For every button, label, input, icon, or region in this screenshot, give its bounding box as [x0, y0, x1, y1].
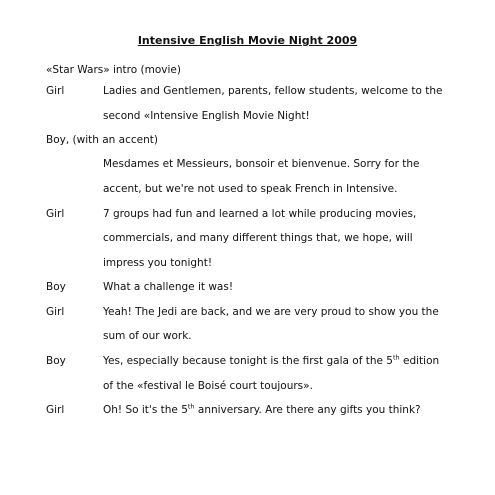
dialogue-line: Oh! So it's the 5th anniversary. Are there any gifts you think?	[103, 402, 421, 416]
dialogue-line: second «Intensive English Movie Night!	[103, 110, 310, 122]
speaker-label: Girl	[46, 208, 65, 220]
dialogue-line: commercials, and many different things that, we hope, will	[103, 232, 413, 244]
speaker-label: Boy	[46, 355, 66, 367]
speaker-label: Girl	[46, 404, 65, 416]
superscript: th	[392, 353, 400, 362]
intro-line: «Star Wars» intro (movie)	[46, 64, 181, 76]
superscript: th	[187, 402, 195, 411]
dialogue-line: Yes, especially because tonight is the first gala of the 5th edition	[103, 353, 440, 367]
document-title: Intensive English Movie Night 2009	[137, 34, 358, 47]
dialogue-line: impress you tonight!	[103, 257, 213, 269]
dialogue-line: 7 groups had fun and learned a lot while producing movies,	[103, 208, 417, 220]
dialogue-line: of the «festival le Boisé court toujours».	[103, 380, 313, 392]
dialogue-line: accent, but we're not used to speak French in Intensive.	[103, 183, 398, 195]
speaker-label: Boy	[46, 281, 66, 293]
speaker-label: Girl	[46, 85, 65, 97]
dialogue-line: Ladies and Gentlemen, parents, fellow students, welcome to the	[103, 85, 443, 97]
dialogue-line: Yeah! The Jedi are back, and we are very proud to show you the	[103, 306, 439, 318]
speaker-label: Girl	[46, 306, 65, 318]
dialogue-line: Mesdames et Messieurs, bonsoir et bienvenue. Sorry for the	[103, 158, 420, 170]
speaker-label: Boy, (with an accent)	[46, 134, 158, 146]
dialogue-line: What a challenge it was!	[103, 281, 234, 293]
dialogue-line: sum of our work.	[103, 330, 192, 342]
